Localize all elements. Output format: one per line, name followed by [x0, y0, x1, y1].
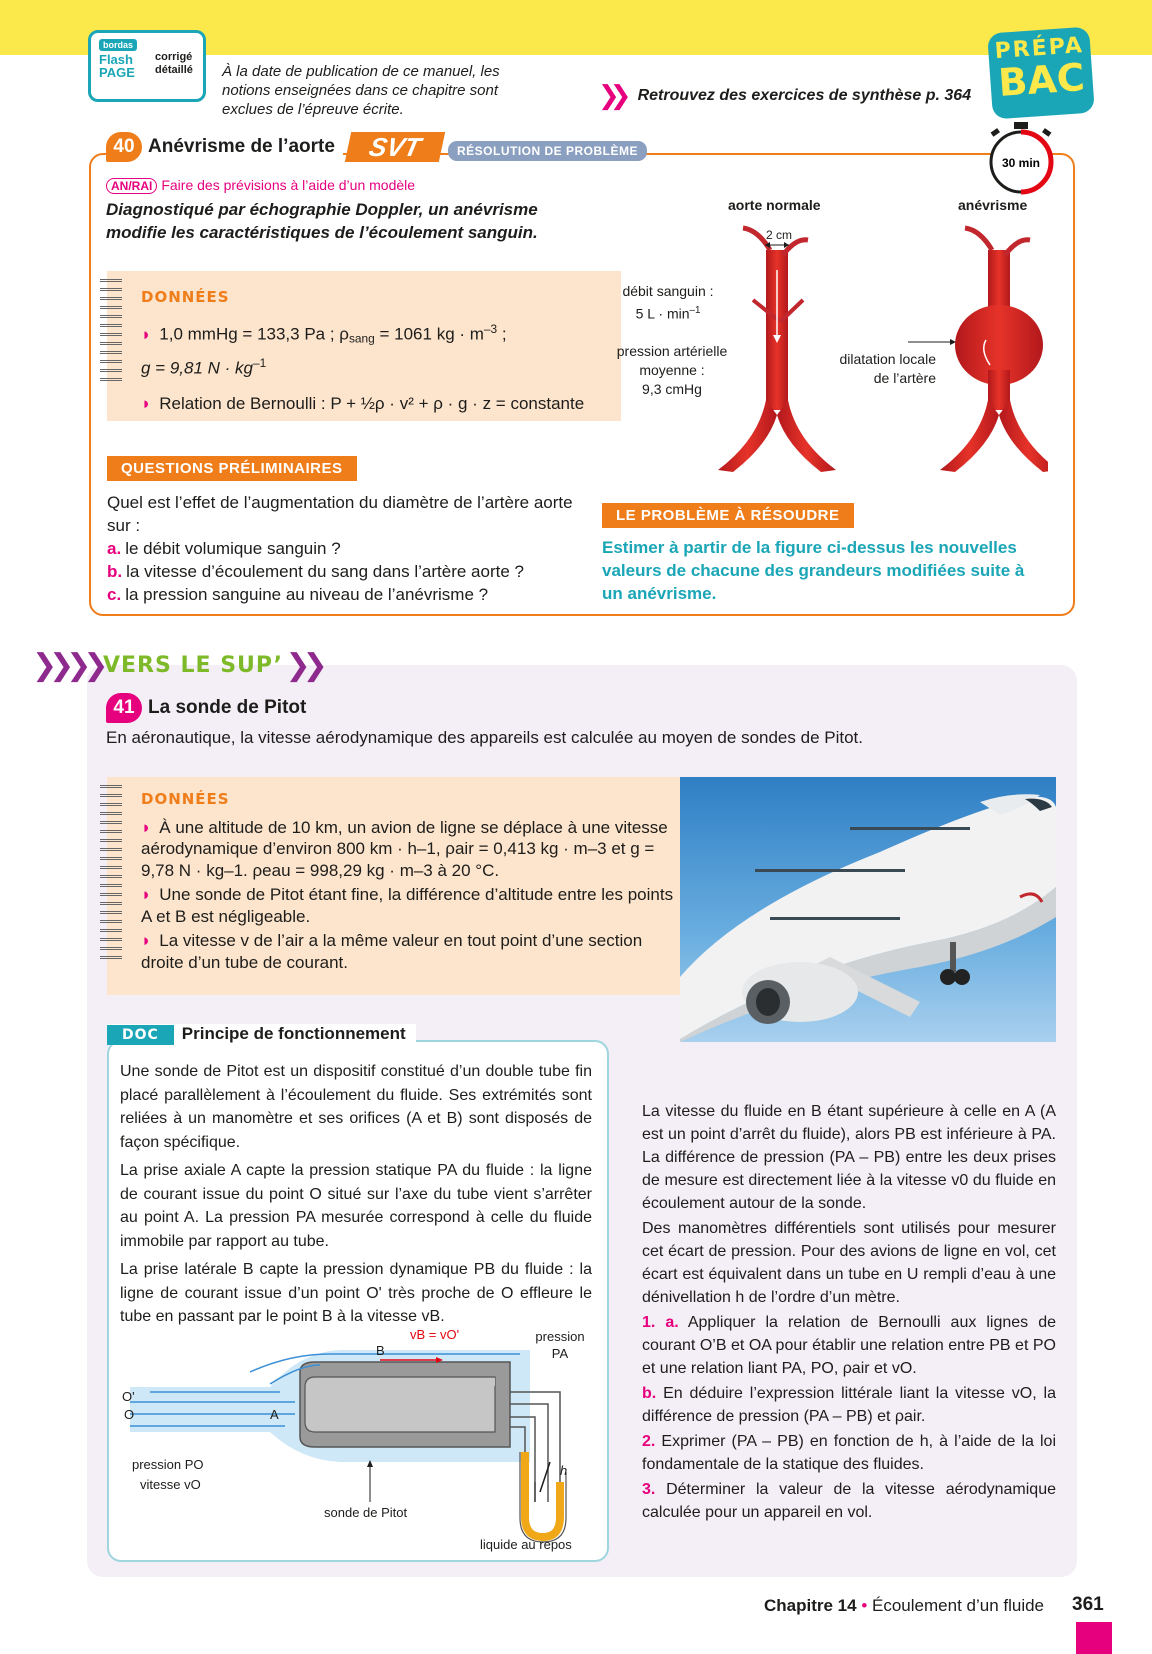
data-item-3: ◗ La vitesse v de l’air a la même valeur en tout point d’une section droite d’un tube de courant.: [141, 931, 643, 972]
prepa-top: PRÉPA: [993, 32, 1085, 65]
label-aneurysm: anévrisme: [958, 197, 1028, 213]
flash-label: corrigé détaillé: [155, 51, 193, 76]
exercise-number: 40: [106, 132, 142, 162]
question-a: a. le débit volumique sanguin ?: [107, 539, 341, 558]
exclusion-note: À la date de publication de ce manuel, les notions enseignées dans ce chapitre sont exclues de l’épreuve écrite.: [222, 63, 500, 118]
data-item-2: ◗ Une sonde de Pitot étant fine, la différence d’altitude entre les points A et B est négligeable.: [141, 885, 674, 926]
airplane-photo: [680, 777, 1056, 1042]
prepa-bac-badge: [987, 27, 1095, 120]
timer-duration: 30 min: [1001, 156, 1041, 170]
questions-intro: Quel est l’effet de l’augmentation du diamètre de l’artère aorte sur :: [107, 493, 573, 535]
label-point-a: A: [270, 1407, 279, 1422]
data-line-2: g = 9,81 $N \cdot kg^{-1}$: [141, 355, 267, 378]
skill-text: Faire des prévisions à l’aide d’un modèle: [161, 177, 416, 193]
exercise-41-intro: En aéronautique, la vitesse aérodynamique des appareils est calculée au moyen de sondes de Pitot.: [106, 728, 863, 747]
label-dilation: dilatation locale de l’artère: [839, 351, 936, 386]
page-number: 361: [1072, 1594, 1104, 1615]
flash-brand: bordas: [99, 39, 137, 51]
question-c: c. la pression sanguine au niveau de l’anévrisme ?: [107, 585, 489, 604]
exercise-type-badge: RÉSOLUTION DE PROBLÈME: [448, 141, 647, 161]
label-liquid: liquide au repos: [480, 1537, 572, 1552]
prepa-bottom: BAC: [996, 55, 1087, 105]
label-flow: débit sanguin : 5 $L \cdot \min^{-1}$: [622, 283, 714, 322]
label-pressure-pa: pression PA: [535, 1329, 585, 1361]
label-diameter: 2 cm: [766, 228, 793, 242]
subject-badge: SVT: [345, 132, 445, 162]
doc-paragraph-2: La prise axiale A capte la pression statique PA du fluide : la ligne de courant issue du point O situé sur l’axe du tube vient s’arrêter au point A. La pression PA mesurée correspond à celle du fluide immobile par rapport au tube.: [120, 1162, 592, 1250]
label-point-b: B: [376, 1343, 385, 1358]
label-point-o-prime: O': [122, 1389, 135, 1404]
right-paragraph-2: Des manomètres différentiels sont utilisés pour mesurer cet écart de pression. Pour des avions de ligne en vol, cet écart est équivalent dans un tube en U rempli d’eau à une dénivellation h de l’ordre d’un mètre.: [642, 1220, 1056, 1306]
label-pitot-probe: sonde de Pitot: [324, 1505, 408, 1520]
doc-paragraph-3: La prise latérale B capte la pression dynamique PB du fluide : la ligne de courant issue d’un point O' très proche de O effleure le tube en passant par le point B à la vitesse vB.: [120, 1261, 592, 1325]
label-pressure-po: pression PO: [132, 1457, 204, 1472]
question-b: b. la vitesse d’écoulement du sang dans l’artère aorte ?: [107, 562, 524, 581]
data-title: DONNÉES: [141, 790, 230, 808]
flash-page-badge[interactable]: [88, 30, 206, 102]
timer-icon: [986, 120, 1056, 196]
doc-text: [120, 1060, 592, 1334]
page-tab: [1076, 1622, 1112, 1654]
preliminary-questions: [107, 491, 577, 606]
preliminary-questions-tag: QUESTIONS PRÉLIMINAIRES: [107, 456, 357, 481]
problem-tag: LE PROBLÈME À RÉSOUDRE: [602, 503, 854, 528]
data-box-40: [107, 271, 621, 421]
aorta-figure: [616, 197, 1048, 482]
data-line-3: ◗ Relation de Bernoulli : P + ½ρ · v² + ρ · g · z = constante: [141, 394, 585, 414]
vers-le-sup-heading: ❯❯❯❯ VERS LE SUP’ ❯❯: [32, 648, 320, 683]
exercise-number: 41: [106, 693, 142, 723]
chevron-icon: ❯❯: [598, 80, 622, 110]
exercise-40-title: 40 Anévrisme de l’aorte: [106, 132, 343, 162]
data-line-1: ◗ 1,0 mmHg = 133,3 Pa ; $\rho_{sang} = 1061$ kg · $m^{-3}$ ;: [141, 322, 507, 346]
footer-chapter: Chapitre 14 • Écoulement d’un fluide: [764, 1596, 1045, 1615]
label-point-o: O: [124, 1407, 135, 1422]
data-item-1: ◗ À une altitude de 10 km, un avion de ligne se déplace à une vitesse aérodynamique d’environ 800 km · h–1, ρair = 0,413 kg · m–3 et g = 9,78 N · kg–1. ρeau = 998,29 kg · m–3 à 20 °C.: [141, 817, 668, 880]
exercise-41-questions: [642, 1100, 1056, 1526]
skill-line: [106, 177, 415, 193]
label-h: h: [560, 1463, 568, 1478]
exercise-41-title: 41 La sonde de Pitot: [106, 693, 306, 723]
data-title: DONNÉES: [141, 288, 230, 306]
question-2: 2. Exprimer (PA – PB) en fonction de h, à l’aide de la loi fondamentale de la statique des fluides.: [642, 1433, 1056, 1473]
question-1b: b. En déduire l’expression littérale liant la vitesse vO, la différence de pression (PA – PB) et ρair.: [642, 1385, 1056, 1425]
data-box-41: [107, 777, 681, 995]
question-3: 3. Déterminer la valeur de la vitesse aérodynamique calculée pour un appareil en vol.: [642, 1481, 1056, 1521]
skill-tag: AN/RAI: [106, 178, 157, 194]
label-vb-vo: vB = vO': [410, 1327, 460, 1342]
doc-title: DOC Principe de fonctionnement: [107, 1024, 416, 1045]
pitot-diagram: [122, 1327, 595, 1554]
airplane-drawing: [680, 777, 1056, 1042]
label-normal-aorta: aorte normale: [728, 197, 821, 213]
problem-text: Estimer à partir de la figure ci-dessus les nouvelles valeurs de chacune des grandeurs modifiées suite à un anévrisme.: [602, 538, 1025, 603]
exercise-40-intro: Diagnostiqué par échographie Doppler, un anévrisme modifie les caractéristiques de l’écoulement sanguin.: [106, 200, 538, 242]
question-1a: 1. a. Appliquer la relation de Bernoulli aux lignes de courant O’B et OA pour établir une relation entre PB et PO et une relation liant PA, PO, ρair et vO.: [642, 1314, 1056, 1377]
spiral-binding: [100, 785, 126, 965]
label-pressure: pression artérielle moyenne : 9,3 cmHg: [616, 343, 728, 397]
doc-tag: DOC: [107, 1025, 174, 1045]
right-paragraph-1: La vitesse du fluide en B étant supérieure à celle en A (A est un point d’arrêt du fluide), alors PB est inférieure à PA. La différence de pression (PA – PB) entre les deux prises de mesure est directement liée à la vitesse v0 du fluide en écoulement autour de la sonde.: [642, 1103, 1056, 1212]
doc-paragraph-1: Une sonde de Pitot est un dispositif constitué d’un double tube fin placé parallèlement à l’écoulement du fluide. Ses extrémités sont reliées à un manomètre et ses orifices (A et B) sont disposés de façon spécifique.: [120, 1063, 592, 1151]
label-velocity-vo: vitesse vO: [140, 1477, 201, 1492]
flash-name: Flash PAGE: [99, 52, 135, 80]
spiral-binding: [100, 279, 126, 387]
synthesis-link[interactable]: ❯❯ Retrouvez des exercices de synthèse p. 364: [598, 80, 972, 110]
aorta-drawing: [618, 200, 1048, 482]
